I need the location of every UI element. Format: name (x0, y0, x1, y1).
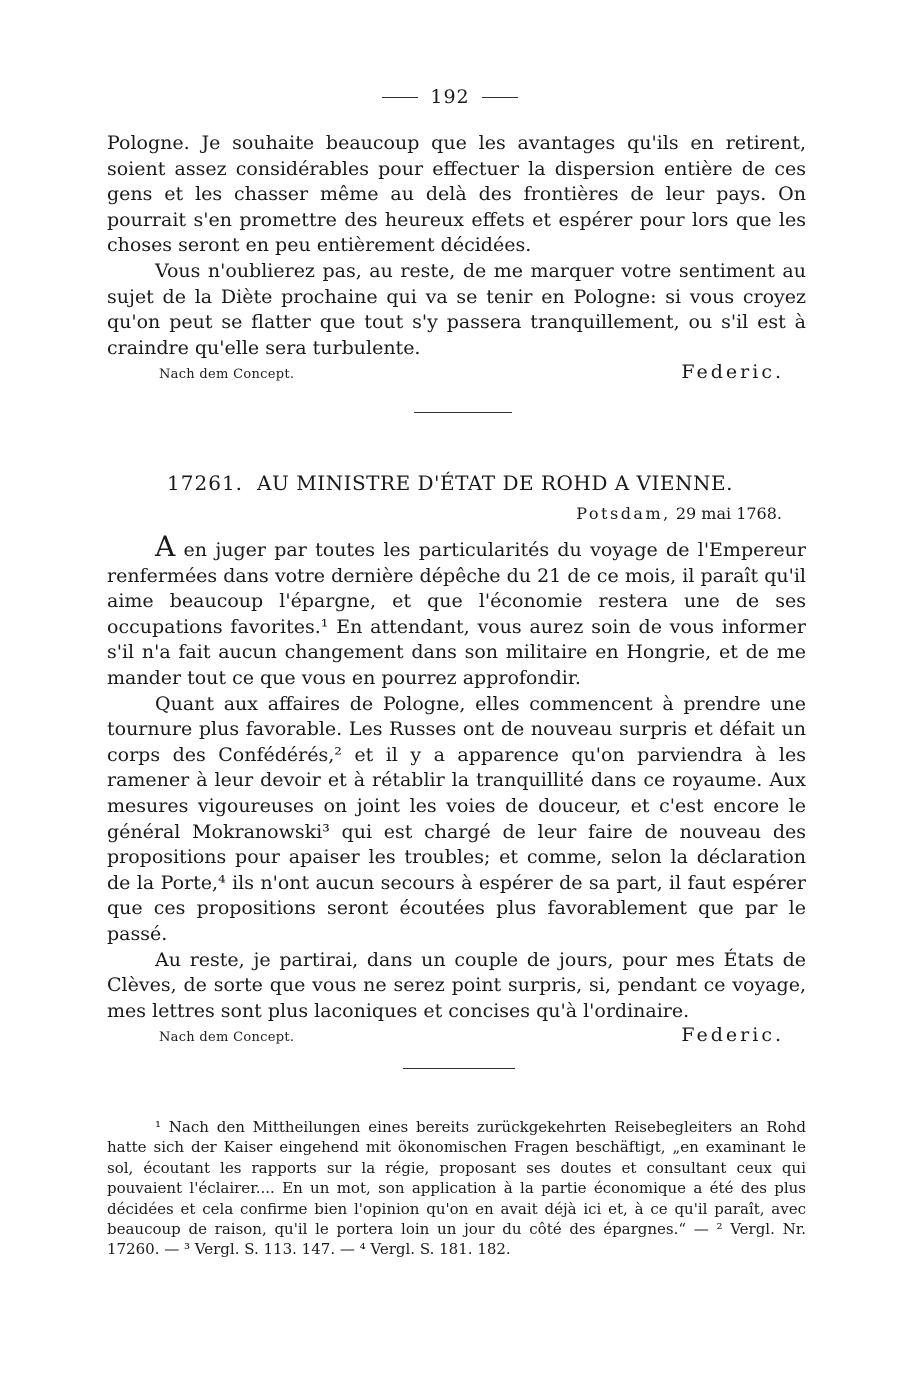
source-note: Nach dem Concept. (159, 1030, 295, 1046)
header-dash-left (382, 97, 418, 98)
previous-letter-paragraph: Pologne. Je souhaite beaucoup que les avantages qu'ils en retirent, soient assez considérables pour effectuer la dispersion entière de ces gens et les chasser même au delà des frontières de leur pays. On pourrait s'en promettre des heureux effets et espérer pour lors que les choses seront en peu entièrement décidées. (107, 132, 806, 257)
signature: Federic. (681, 1024, 784, 1047)
source-note: Nach dem Concept. (159, 367, 295, 383)
dateline-date: 29 mai 1768. (675, 504, 782, 523)
letter-paragraph: Au reste, je partirai, dans un couple de jours, pour mes États de Clèves, de sorte que vous ne serez point surpris, si, pendant ce voyage, mes lettres sont plus laconiques et concises qu'à l'ordinaire. (107, 948, 806, 1022)
previous-letter-signature-row (107, 361, 806, 387)
letter-title: AU MINISTRE D'ÉTAT DE ROHD A VIENNE. (257, 471, 733, 495)
letter-heading (0, 471, 900, 495)
footnotes: ¹ Nach den Mittheilungen eines bereits zurückgekehrten Reisebegleiters an Rohd hatte sich der Kaiser eingehend mit ökonomischen Fragen beschäftigt, „en examinant le sol, écoutant les rapports sur la régie, proposant ses doutes et consultant ceux qui pouvaient l'éclairer.... En un mot, son application à la partie économique a été des plus décidées et cela confirme bien l'opinion qu'on en avait déjà ici et, à ce qu'il paraît, avec beaucoup de raison, qu'il le portera loin un jour du côté des épargnes.“ — ² Vergl. Nr. 17260. — ³ Vergl. S. 113. 147. — ⁴ Vergl. S. 181. 182. (107, 1118, 806, 1259)
previous-letter-paragraph: Vous n'oublierez pas, au reste, de me marquer votre sentiment au sujet de la Diète prochaine qui va se tenir en Pologne: si vous croyez qu'on peut se flatter que tout s'y passera tranquillement, ou s'il est à craindre qu'elle sera turbulente. (107, 259, 806, 359)
section-divider (414, 412, 512, 413)
letter-paragraph (107, 530, 806, 692)
letter-body (107, 530, 806, 1050)
letter-paragraph-text: en juger par toutes les particularités du voyage de l'Empereur renfermées dans votre dernière dépêche du 21 de ce mois, il paraît qu'il aime beaucoup l'épargne, et que l'économie restera une de ses occupations favorites.¹ En attendant, vous aurez soin de vous informer s'il n'a fait aucun changement dans son militaire en Hongrie, et de me mander tout ce que vous en pourrez approfondir. (107, 539, 806, 689)
letter-number: 17261. (167, 471, 244, 495)
letter-paragraph: Quant aux affaires de Pologne, elles commencent à prendre une tournure plus favorable. Les Russes ont de nouveau surpris et défait un corps des Confédérés,² et il y a apparence qu'on parviendra à les ramener à leur devoir et à rétablir la tranquillité dans ce royaume. Aux mesures vigoureuses on joint les voies de douceur, et c'est encore le général Mokranowski³ qui est chargé de leur faire de nouveau des propositions pour apaiser les troubles; et comme, selon la déclaration de la Porte,⁴ ils n'ont aucun secours à espérer de sa part, il faut espérer que ces propositions seront écoutées plus favorablement que par le passé. (107, 692, 806, 945)
letter-signature-row (107, 1024, 806, 1050)
dateline (576, 504, 782, 523)
previous-letter-ending (107, 131, 806, 387)
page-number: 192 (430, 86, 470, 108)
signature: Federic. (681, 361, 784, 384)
header-dash-right (482, 97, 518, 98)
page-header (0, 86, 900, 108)
drop-cap: A (155, 530, 176, 563)
footnote-divider (403, 1068, 515, 1069)
dateline-place: Potsdam, (576, 504, 671, 523)
